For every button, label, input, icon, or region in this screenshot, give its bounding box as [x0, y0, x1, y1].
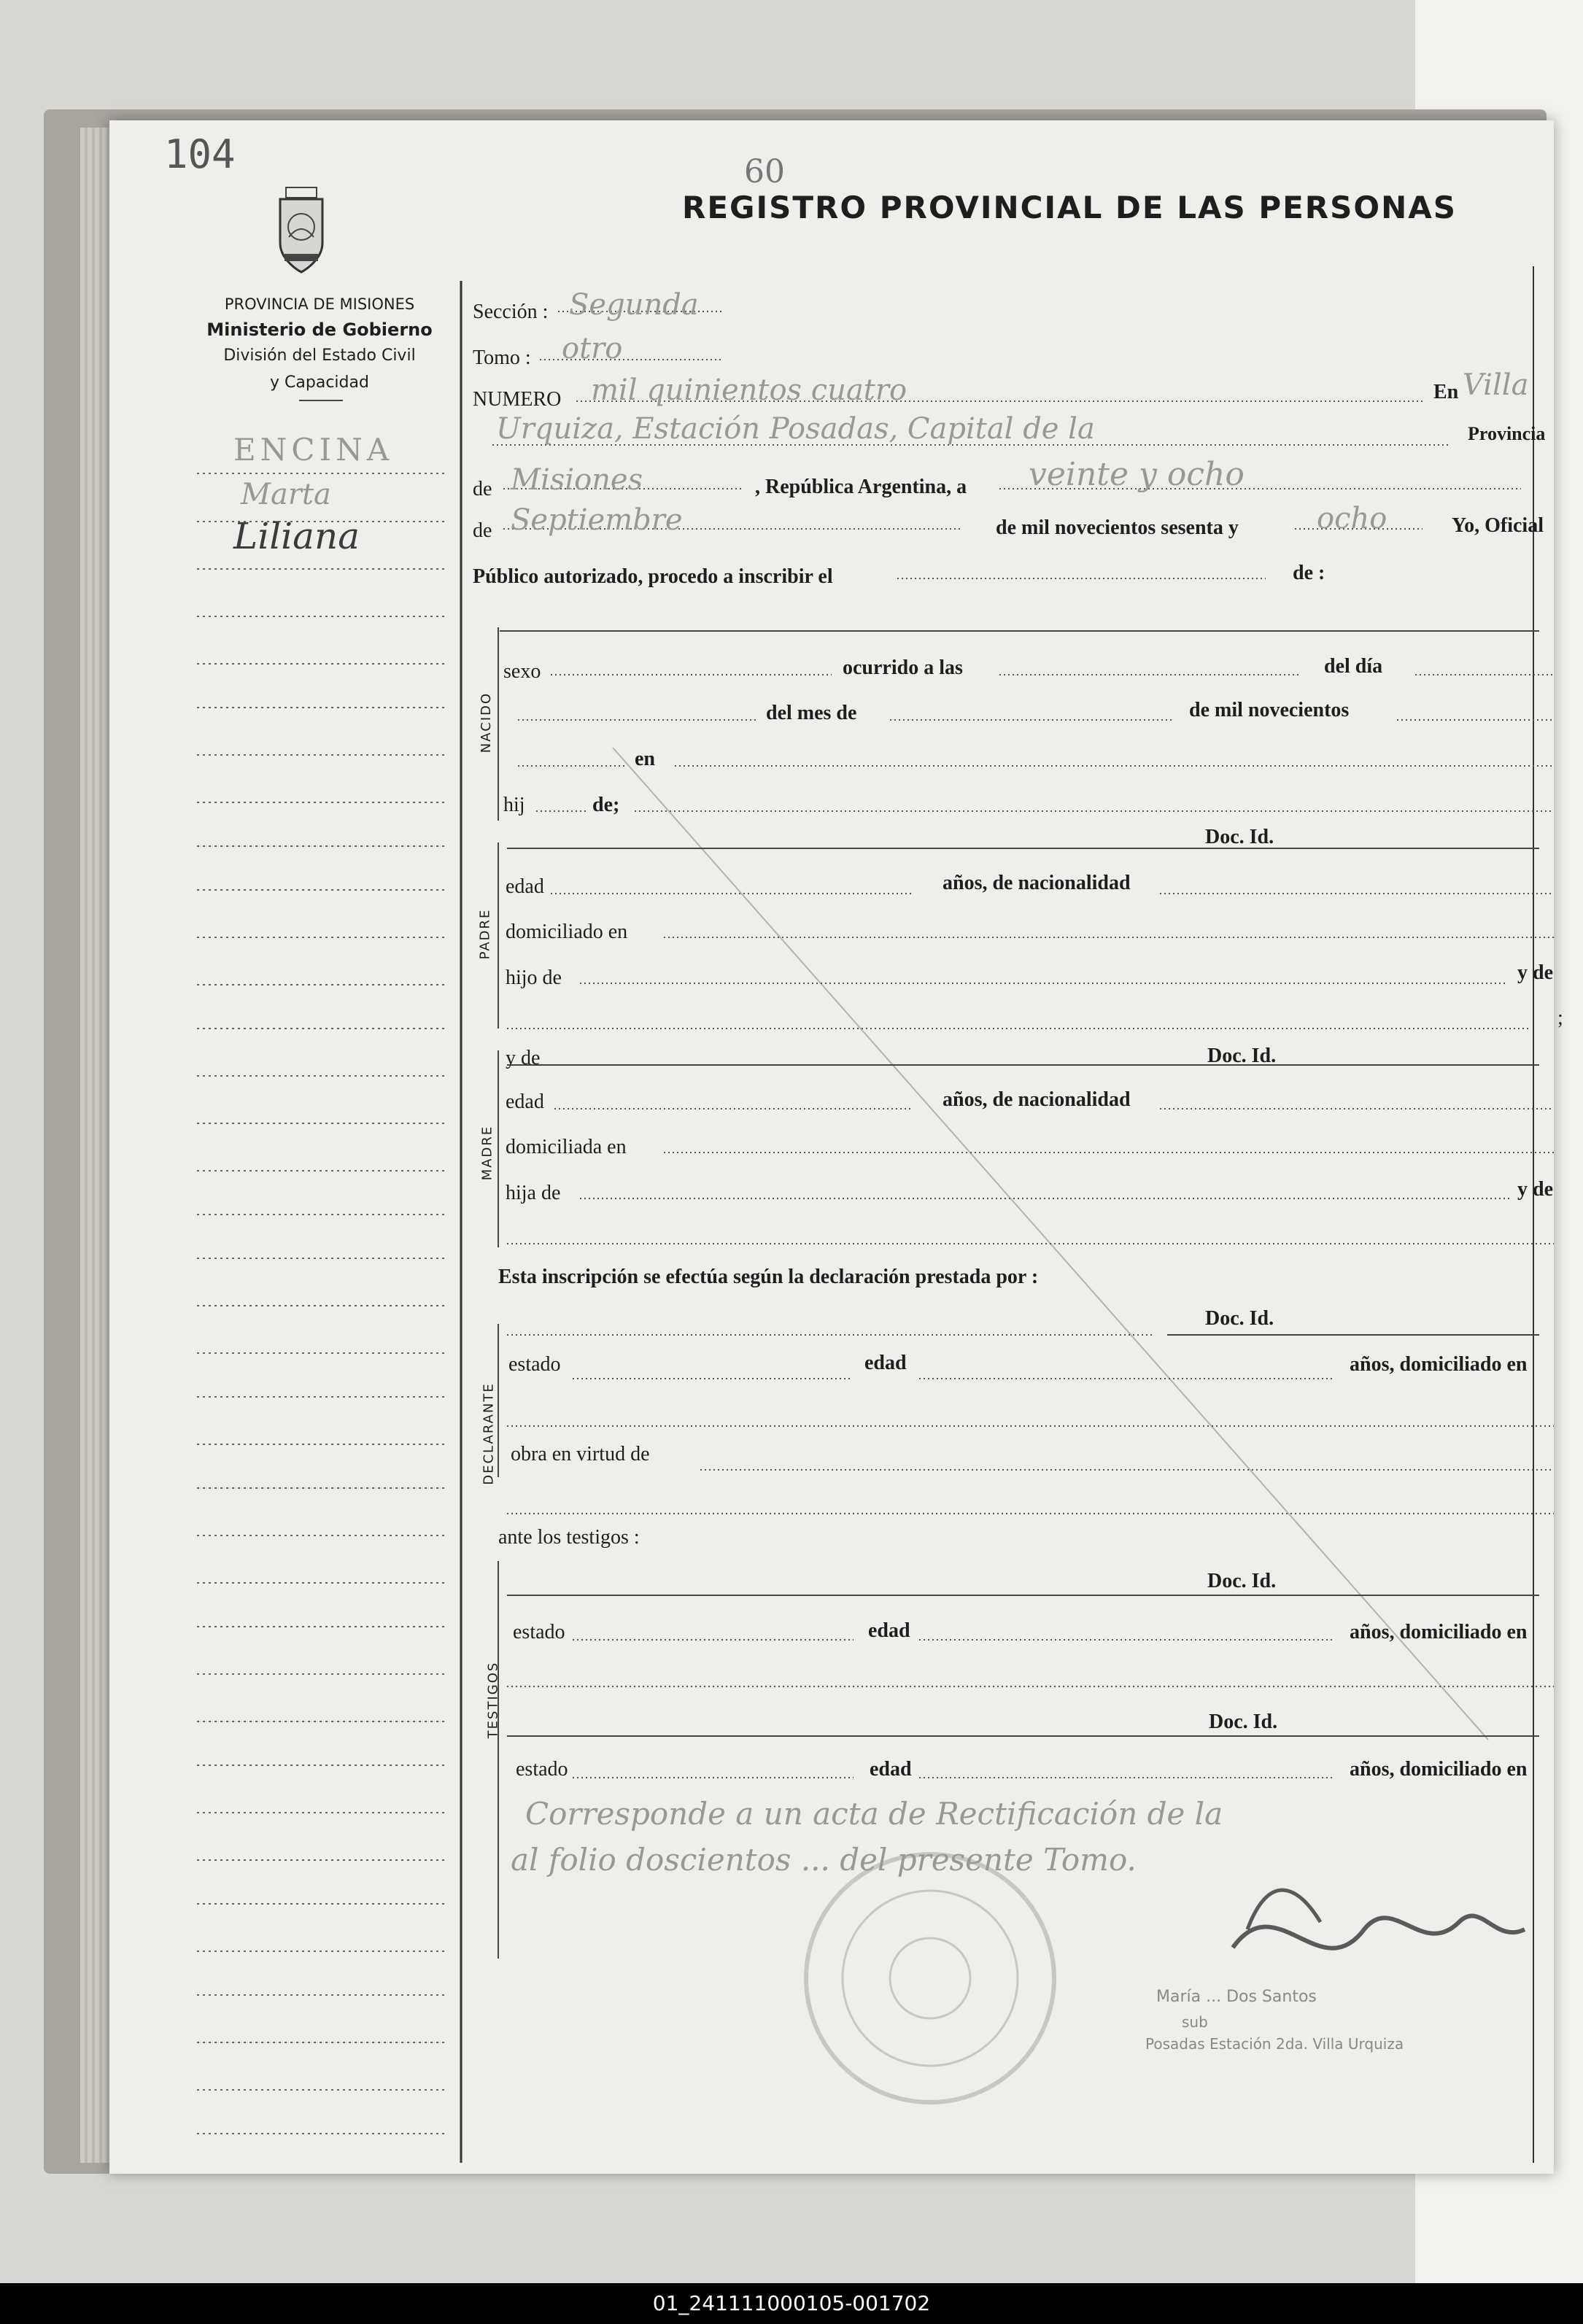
day-value: veinte y ocho	[1029, 456, 1245, 493]
testigos-edad-1: edad	[868, 1619, 910, 1642]
provincia-value: Misiones	[511, 463, 643, 497]
official-stamp	[806, 1854, 1054, 2102]
file-id-caption: 01_241111000105-001702	[0, 2283, 1583, 2324]
sidebar-province: PROVINCIA DE MISIONES	[224, 295, 415, 313]
nacido-label: NACIDO	[479, 692, 495, 754]
testigos-anos-dom-2: años, domiciliado en	[1350, 1758, 1528, 1781]
sidebar-surname: ENCINA	[233, 432, 394, 468]
sidebar-first-name: Marta	[241, 478, 331, 511]
padre-domiciliado: domiciliado en	[506, 921, 628, 943]
month-value: Septiembre	[511, 503, 683, 537]
sidebar-division: División del Estado Civil	[223, 346, 416, 365]
nacido-de: de;	[592, 794, 620, 816]
page-title: REGISTRO PROVINCIAL DE LAS PERSONAS	[682, 190, 1458, 225]
de3-label: de :	[1293, 562, 1325, 584]
madre-domiciliada: domiciliada en	[506, 1136, 627, 1158]
madre-edad: edad	[506, 1091, 544, 1113]
de-label: de	[473, 478, 492, 500]
en-label: En	[1433, 381, 1459, 403]
testigos-edad-2: edad	[870, 1758, 912, 1781]
marginal-annotation-line-1: Corresponde a un acta de Rectificación de la	[525, 1796, 1223, 1832]
oficial-label: Yo, Oficial	[1452, 514, 1544, 537]
seccion-value: Segunda	[569, 288, 699, 322]
folio-number: 104	[164, 131, 236, 177]
testigos-intro: ante los testigos :	[498, 1526, 640, 1549]
year-value: ocho	[1317, 502, 1387, 535]
testigos-estado-1: estado	[513, 1621, 565, 1643]
testigos-estado-2: estado	[516, 1758, 568, 1781]
place-value: Urquiza, Estación Posadas, Capital de la	[496, 412, 1095, 446]
declarante-estado: estado	[508, 1353, 561, 1376]
nacido-en: en	[635, 748, 655, 770]
madre-y-de: y de	[506, 1047, 541, 1069]
tomo-value: otro	[562, 332, 623, 365]
sidebar-capacity: y Capacidad	[270, 373, 369, 392]
signature-office: Posadas Estación 2da. Villa Urquiza	[1145, 2035, 1404, 2053]
declarante-intro: Esta inscripción se efectúa según la declaración prestada por :	[498, 1266, 1039, 1288]
numero-value: mil quinientos cuatro	[591, 373, 907, 407]
madre-anos-nac: años, de nacionalidad	[943, 1088, 1131, 1111]
declarante-label: DECLARANTE	[481, 1382, 497, 1485]
numero-label: NUMERO	[473, 388, 562, 411]
mil-label: de mil novecientos sesenta y	[996, 516, 1239, 539]
padre-hijo-de: hijo de	[506, 967, 562, 989]
publico-label: Público autorizado, procedo a inscribir el	[473, 565, 833, 588]
padre-semicolon: ;	[1557, 1007, 1563, 1029]
nacido-del-mes: del mes de	[766, 702, 857, 724]
signature-name: María ... Dos Santos	[1156, 1988, 1317, 2006]
declarante-edad: edad	[864, 1352, 907, 1374]
coat-of-arms-icon	[276, 185, 327, 276]
declarante-obra: obra en virtud de	[511, 1443, 650, 1465]
testigos-doc-id-2: Doc. Id.	[1209, 1711, 1278, 1733]
nacido-ocurrido: ocurrido a las	[843, 656, 963, 679]
declarante-anos-dom: años, domiciliado en	[1350, 1353, 1528, 1376]
testigos-doc-id-1: Doc. Id.	[1207, 1570, 1277, 1592]
testigos-label: TESTIGOS	[485, 1661, 501, 1739]
declarante-doc-id: Doc. Id.	[1205, 1307, 1274, 1330]
republica-label: , República Argentina, a	[755, 476, 967, 498]
seccion-label: Sección :	[473, 301, 549, 323]
provincia-label: Provincia	[1468, 423, 1546, 444]
madre-hija-de: hija de	[506, 1182, 561, 1204]
madre-doc-id: Doc. Id.	[1207, 1045, 1277, 1067]
nacido-doc-id: Doc. Id.	[1205, 826, 1274, 848]
padre-label: PADRE	[477, 908, 493, 960]
marginal-annotation-line-2: al folio doscientos ... del presente Tomo.	[511, 1842, 1137, 1878]
signature-scribble	[1233, 1916, 1525, 1948]
madre-y-de2: y de	[1517, 1178, 1553, 1201]
madre-label: MADRE	[479, 1125, 495, 1181]
sidebar-second-name: Liliana	[233, 515, 360, 557]
padre-y-de: y de	[1517, 961, 1553, 984]
nacido-de-mil: de mil novecientos	[1189, 699, 1350, 721]
de2-label: de	[473, 519, 492, 542]
sidebar-rule	[299, 400, 343, 401]
testigos-anos-dom-1: años, domiciliado en	[1350, 1621, 1528, 1643]
page-mark: 60	[744, 153, 785, 190]
en-value: Villa	[1463, 368, 1529, 402]
nacido-hij: hij	[503, 794, 525, 816]
padre-anos-nac: años, de nacionalidad	[943, 872, 1131, 894]
nacido-sexo: sexo	[503, 660, 541, 683]
tomo-label: Tomo :	[473, 346, 531, 369]
signature-sub: sub	[1182, 2013, 1208, 2031]
padre-edad: edad	[506, 875, 544, 898]
nacido-del-dia: del día	[1324, 655, 1383, 678]
sidebar-ministry: Ministerio de Gobierno	[206, 319, 433, 340]
